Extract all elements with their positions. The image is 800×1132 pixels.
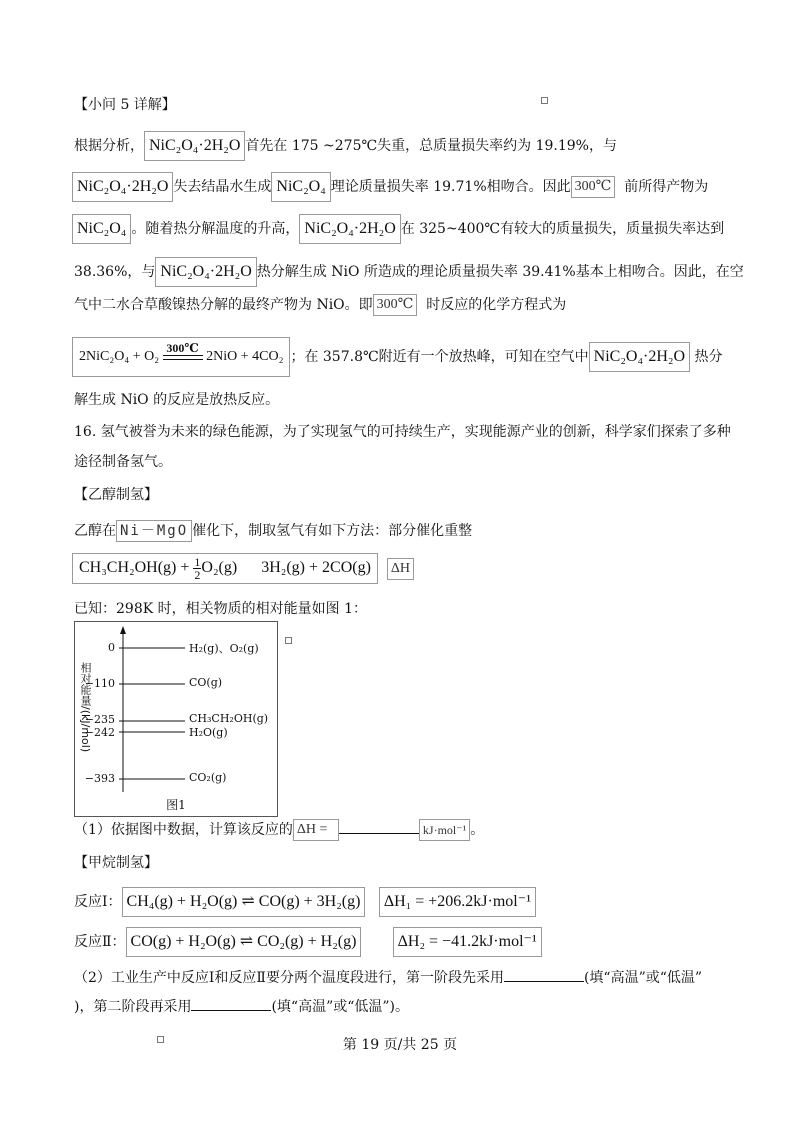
marker-square	[285, 637, 292, 644]
formula-box: NiC₂O₄·2H₂O	[144, 131, 245, 161]
reaction-2-line: 反应Ⅱ： CO(g) + H₂O(g) ⇌ CO₂(g) + H₂(g) ΔH₂ = −41.2kJ·mol⁻¹	[74, 927, 740, 957]
para-line-1: 根据分析， NiC₂O₄·2H₂O 首先在 175 ~275℃失重，总质量损失率约为 19.19%，与	[74, 131, 740, 161]
formula-box: NiC₂O₄	[271, 172, 330, 202]
ethanol-equation-box: CH₃CH₂OH(g) + $\frac{1}{2}$ O₂(g) 3H₂(g) + 2CO(g)	[72, 553, 378, 584]
reaction-1-equation: CH₄(g) + H₂O(g) ⇌ CO(g) + 3H₂(g)	[122, 887, 366, 917]
question-16-line-1: 16. 氢气被誉为未来的绿色能源，为了实现氢气的可持续生产，实现能源产业的创新，科学家们探索了多种	[74, 424, 731, 440]
energy-level-figure	[74, 621, 278, 817]
level-label: H₂(g)、O₂(g)	[189, 642, 259, 655]
delta-h-box: ΔH =	[293, 819, 339, 841]
ethanol-line: 乙醇在 Ni－MgO 催化下，制取氢气有如下方法：部分催化重整	[74, 520, 740, 542]
catalyst-box: Ni－MgO	[116, 520, 192, 542]
section-header: 【小问 5 详解】	[74, 97, 176, 113]
para-line-6: 2NiC₂O₄ + O₂ 300℃ 2NiO + 4CO₂ ；在 357.8℃附近有一个放热峰，可知在空气中 NiC₂O₄·2H₂O 热分	[74, 337, 740, 377]
para-line-4: 38.36%，与 NiC₂O₄·2H₂O 热分解生成 NiO 所造成的理论质量损失率 39.41%基本上相吻合。因此，在空	[74, 257, 740, 287]
question-2-line-1: （2）工业生产中反应Ⅰ和反应Ⅱ要分两个温度段进行，第一阶段先采用 (填“高温”或“低温”	[74, 967, 740, 988]
reaction-1-delta-h: ΔH₁ = +206.2kJ·mol⁻¹	[379, 887, 536, 917]
temperature-box: 300℃	[373, 294, 418, 316]
methane-header: 【甲烷制氢】	[74, 855, 158, 871]
question-2-line-2: )，第二阶段再采用 (填“高温”或“低温”)。	[74, 996, 740, 1017]
level-value: −235	[84, 713, 115, 726]
para-line-7: 解生成 NiO 的反应是放热反应。	[74, 392, 280, 408]
question-16-line-2: 途径制备氢气。	[74, 454, 172, 470]
ethanol-header: 【乙醇制氢】	[74, 487, 158, 503]
delta-h-box: ΔH	[387, 558, 414, 580]
level-label: CH₃CH₂OH(g)	[189, 712, 269, 725]
formula-box: NiC₂O₄	[72, 214, 131, 244]
answer-blank[interactable]	[339, 819, 419, 834]
y-axis-label: 相对能量/(kJ/mol)	[79, 661, 92, 753]
answer-blank[interactable]	[191, 996, 271, 1011]
level-label: H₂O(g)	[189, 726, 228, 739]
formula-box: NiC₂O₄·2H₂O	[72, 172, 173, 202]
chemical-equation-box: 2NiC₂O₄ + O₂ 300℃ 2NiO + 4CO₂	[72, 337, 290, 377]
reaction-1-line: 反应Ⅰ： CH₄(g) + H₂O(g) ⇌ CO(g) + 3H₂(g) ΔH₁ = +206.2kJ·mol⁻¹	[74, 887, 740, 917]
temperature-box: 300℃	[571, 176, 616, 198]
level-value: 0	[108, 641, 115, 654]
para-line-3: NiC₂O₄ 。随着热分解温度的升高， NiC₂O₄·2H₂O 在 325~400℃有较大的质量损失，质量损失率达到	[74, 214, 740, 244]
answer-blank[interactable]	[504, 967, 584, 982]
known-line: 已知：298K 时，相关物质的相对能量如图 1：	[74, 601, 367, 617]
level-label: CO(g)	[189, 676, 223, 689]
formula-box: NiC₂O₄·2H₂O	[299, 214, 400, 244]
figure-caption: 图1	[166, 798, 186, 812]
reaction-2-equation: CO(g) + H₂O(g) ⇌ CO₂(g) + H₂(g)	[126, 927, 362, 957]
formula-box: NiC₂O₄·2H₂O	[589, 342, 690, 372]
ethanol-equation-line	[74, 553, 740, 584]
level-label: CO₂(g)	[189, 771, 227, 784]
para-line-5: 气中二水合草酸镍热分解的最终产物为 NiO。即 300℃ 时反应的化学方程式为	[74, 294, 740, 316]
page-footer: 第 19 页/共 25 页	[342, 1037, 458, 1053]
reaction-2-delta-h: ΔH₂ = −41.2kJ·mol⁻¹	[393, 927, 542, 957]
level-value: −393	[84, 772, 115, 785]
question-1-line: （1）依据图中数据，计算该反应的 ΔH = kJ·mol⁻¹ 。	[74, 819, 740, 841]
formula-box: NiC₂O₄·2H₂O	[155, 257, 256, 287]
level-value: −242	[84, 726, 115, 739]
y-axis-arrow	[120, 626, 126, 634]
equals-arrow: 300℃	[163, 349, 203, 360]
para-line-2: NiC₂O₄·2H₂O 失去结晶水生成 NiC₂O₄ 理论质量损失率 19.71%相吻合。因此 300℃ 前所得产物为	[74, 172, 740, 202]
unit-box: kJ·mol⁻¹	[419, 819, 470, 841]
level-value: −110	[84, 677, 115, 690]
fraction: $\frac{1}{2}$	[194, 555, 201, 582]
